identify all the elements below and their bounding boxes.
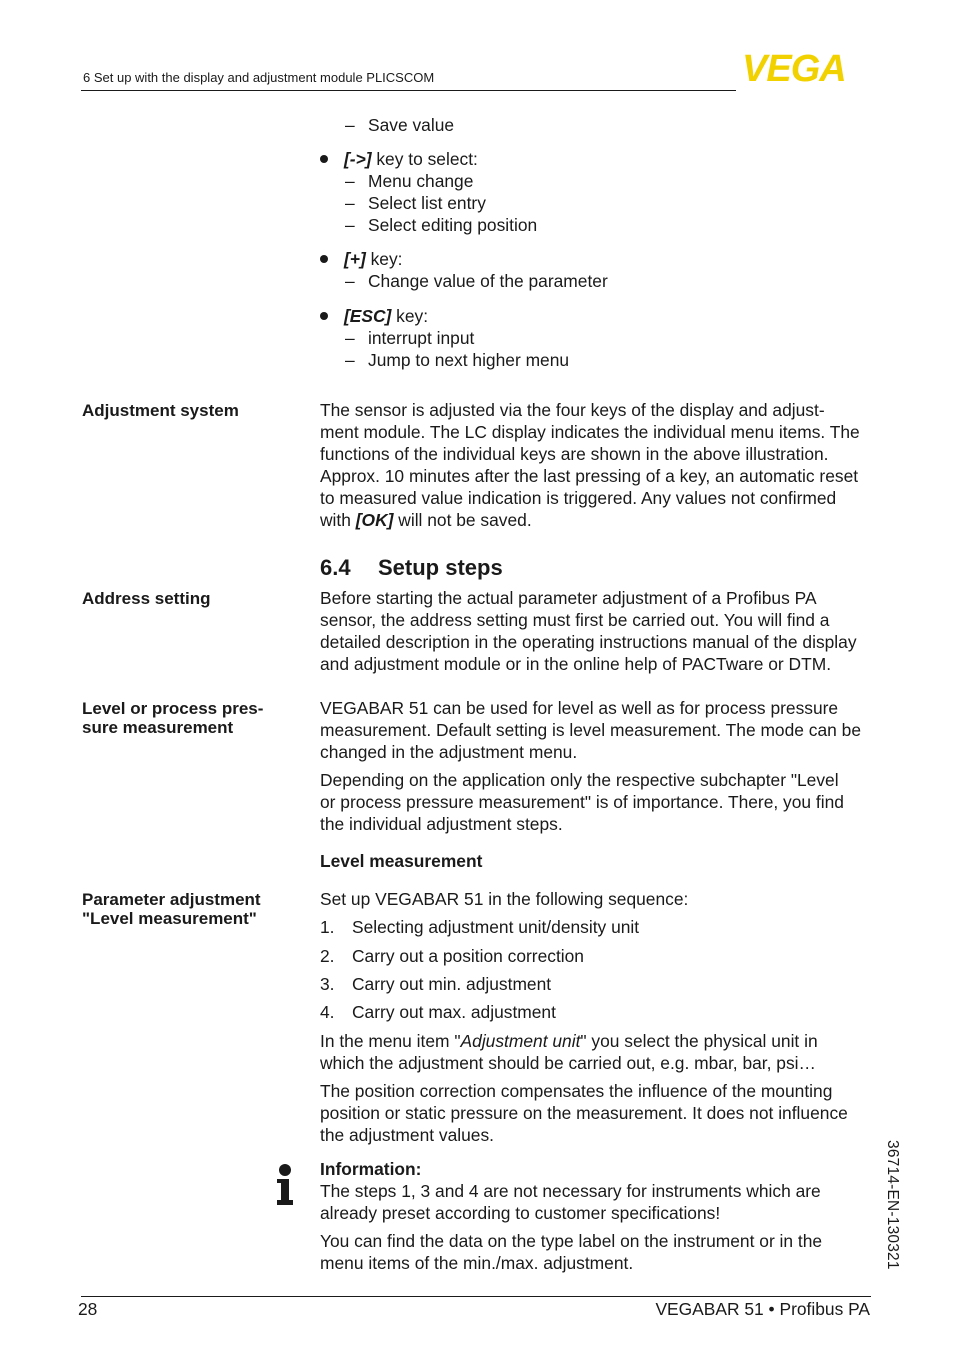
list-item: – Change value of the parameter: [345, 271, 608, 291]
step-item: 1. Selecting adjustment unit/density unit: [320, 917, 640, 937]
paragraph-address-setting: Before starting the actual parameter adjustment of a Profibus PA sensor, the address setting must first be carried out. You will find a detailed description in the operating instructions manual of the display and adjustment module or in the online help of PACTware or DTM.: [320, 588, 857, 674]
paragraph-position-correction: The position correction compensates the influence of the mounting position or static pressure on the measurement. It does not influence the adjustment values.: [320, 1081, 848, 1145]
label-address-setting: Address setting: [82, 589, 211, 608]
bullet-icon: [320, 312, 328, 320]
information-title: Information:: [320, 1159, 422, 1179]
paragraph-level-process-2: Depending on the application only the respective subchapter "Level or process pressure measurement" is of importance. There, you find the individual adjustment steps.: [320, 770, 844, 834]
list-item: – Save value: [345, 115, 455, 135]
footer-rule: [81, 1296, 871, 1297]
paragraph-level-process-1: VEGABAR 51 can be used for level as well as for process pressure measurement. Default setting is level measurement. The mode can be changed in the adjustment menu.: [320, 698, 861, 762]
section-heading: 6.4 Setup steps: [320, 555, 503, 580]
list-item: – Select editing position: [345, 215, 538, 235]
header-rule: [81, 90, 736, 91]
bullet-icon: [320, 155, 328, 163]
bullet-esc-key: [ESC] key:: [320, 305, 428, 327]
list-item: – interrupt input: [345, 328, 475, 348]
page-number: 28: [78, 1299, 98, 1319]
label-parameter-adjustment: Parameter adjustment "Level measurement": [82, 890, 261, 928]
paragraph-adjustment-system: The sensor is adjusted via the four keys of the display and adjust- ment module. The LC display indicates the individual menu items. The functions of the individual keys are shown in the above illustration. Approx. 10 minutes after the last pressing of a key, an automatic reset to measured value indication is triggered. Any values not confirmed with [OK] will not be saved.: [320, 400, 860, 530]
information-paragraph-1: The steps 1, 3 and 4 are not necessary for instruments which are already preset according to customer specifications!: [320, 1181, 821, 1223]
step-item: 2. Carry out a position correction: [320, 946, 584, 966]
paragraph-adjustment-unit: In the menu item "Adjustment unit" you select the physical unit in which the adjustment should be carried out, e.g. mbar, bar, psi…: [320, 1031, 818, 1073]
step-item: 4. Carry out max. adjustment: [320, 1002, 556, 1022]
information-paragraph-2: You can find the data on the type label on the instrument or in the menu items of the min./max. adjustment.: [320, 1231, 823, 1273]
list-item: – Select list entry: [345, 193, 486, 213]
bullet-icon: [320, 255, 328, 263]
logo-text: VEGA: [742, 50, 846, 84]
footer-product: VEGABAR 51 • Profibus PA: [655, 1299, 870, 1319]
info-icon: [276, 1164, 294, 1211]
label-adjustment-system: Adjustment system: [82, 401, 239, 420]
bullet-arrow-key: [->] key to select:: [320, 148, 478, 170]
list-item: – Jump to next higher menu: [345, 350, 570, 370]
header-section-title: 6 Set up with the display and adjustment module PLICSCOM: [83, 70, 435, 85]
bullet-plus-key: [+] key:: [320, 248, 402, 270]
list-item: – Menu change: [345, 171, 474, 191]
subheading-level-measurement: Level measurement: [320, 851, 483, 871]
step-item: 3. Carry out min. adjustment: [320, 974, 552, 994]
label-level-process: Level or process pres- sure measurement: [82, 699, 264, 737]
document-code: 36714-EN-130321: [884, 1140, 901, 1270]
intro-sequence: Set up VEGABAR 51 in the following sequence:: [320, 889, 689, 909]
vega-logo: [742, 50, 872, 89]
